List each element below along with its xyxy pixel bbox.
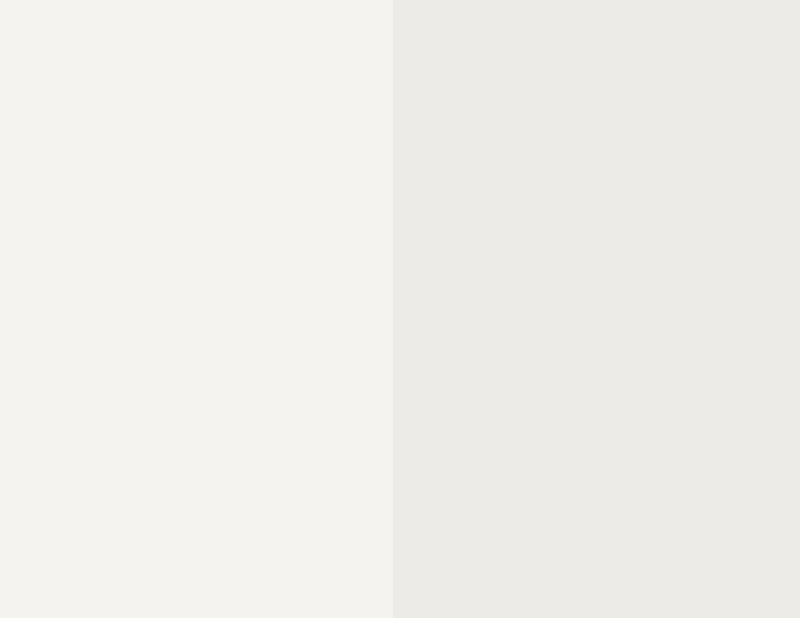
left-page [0,0,393,618]
